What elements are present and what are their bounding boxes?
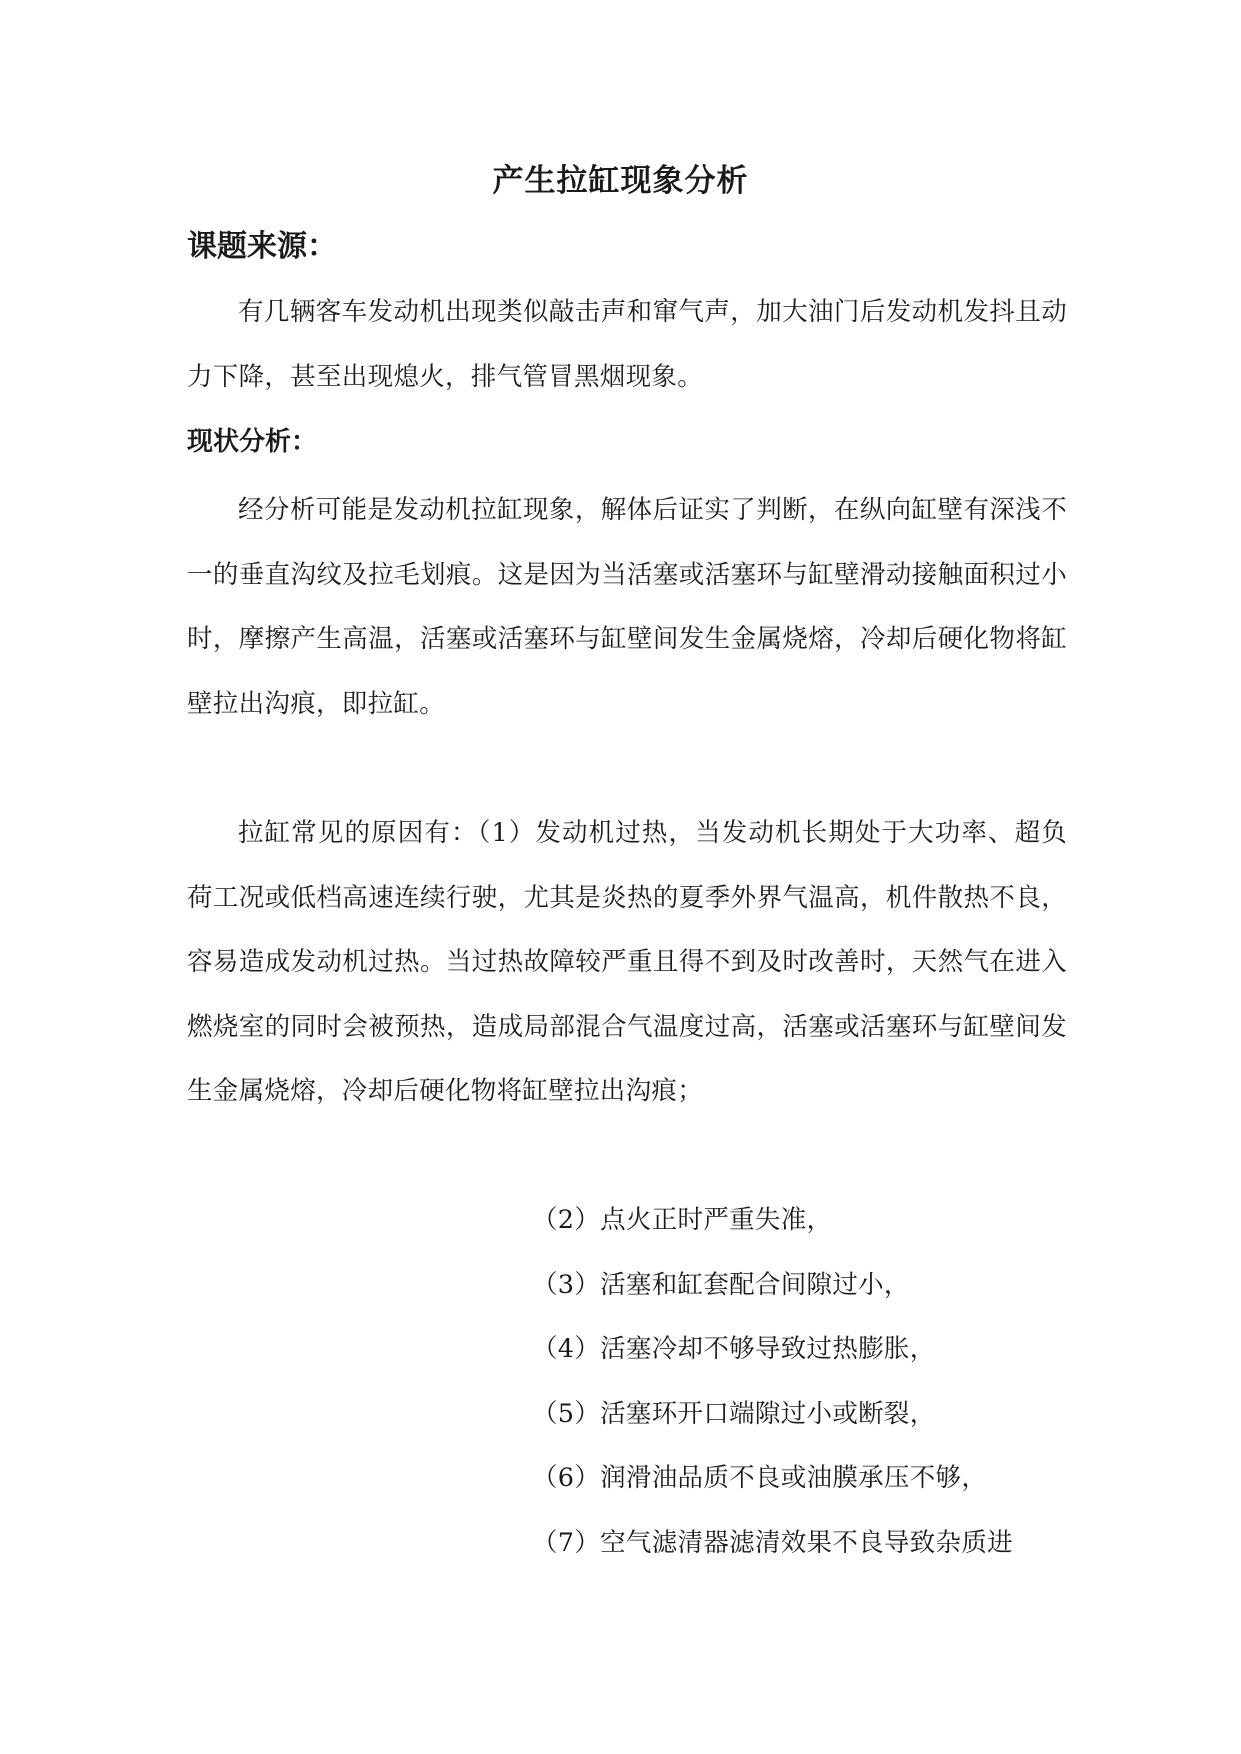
list-item: （3）活塞和缸套配合间隙过小，: [532, 1269, 910, 1300]
section-heading-source: 课题来源：: [187, 229, 337, 264]
causes-paragraph: 拉缸常见的原因有：（1）发动机过热，当发动机长期处于大功率、超负荷工况或低档高速连续行驶，尤其是炎热的夏季外界气温高，机件散热不良，容易造成发动机过热。当过热故障较严重且得不到及时改善时，天然气在进入燃烧室的同时会被预热，造成局部混合气温度过高，活塞或活塞环与缸壁间发生金属烧熔，冷却后硬化物将缸壁拉出沟痕；: [187, 818, 1067, 1106]
list-item: （6）润滑油品质不良或油膜承压不够，: [532, 1463, 988, 1493]
list-item: （7）空气滤清器滤清效果不良导致杂质进: [532, 1527, 1013, 1558]
document-title: 产生拉缸现象分析: [492, 163, 749, 199]
list-item: （5）活塞环开口端隙过小或断裂，: [532, 1398, 936, 1429]
section-heading-analysis: 现状分析：: [187, 427, 318, 457]
source-paragraph: 有几辆客车发动机出现类似敲击声和窜气声，加大油门后发动机发抖且动力下降，甚至出现熄火，排气管冒黑烟现象。: [187, 297, 1067, 392]
list-item: （2）点火正时严重失准，: [532, 1205, 833, 1235]
list-item: （4）活塞冷却不够导致过热膨胀，: [532, 1334, 936, 1364]
causes-list: [532, 1188, 1072, 1575]
analysis-paragraph: 经分析可能是发动机拉缸现象，解体后证实了判断，在纵向缸壁有深浅不一的垂直沟纹及拉毛划痕。这是因为当活塞或活塞环与缸壁滑动接触面积过小时，摩擦产生高温，活塞或活塞环与缸壁间发生金属烧熔，冷却后硬化物将缸壁拉出沟痕，即拉缸。: [187, 495, 1067, 719]
